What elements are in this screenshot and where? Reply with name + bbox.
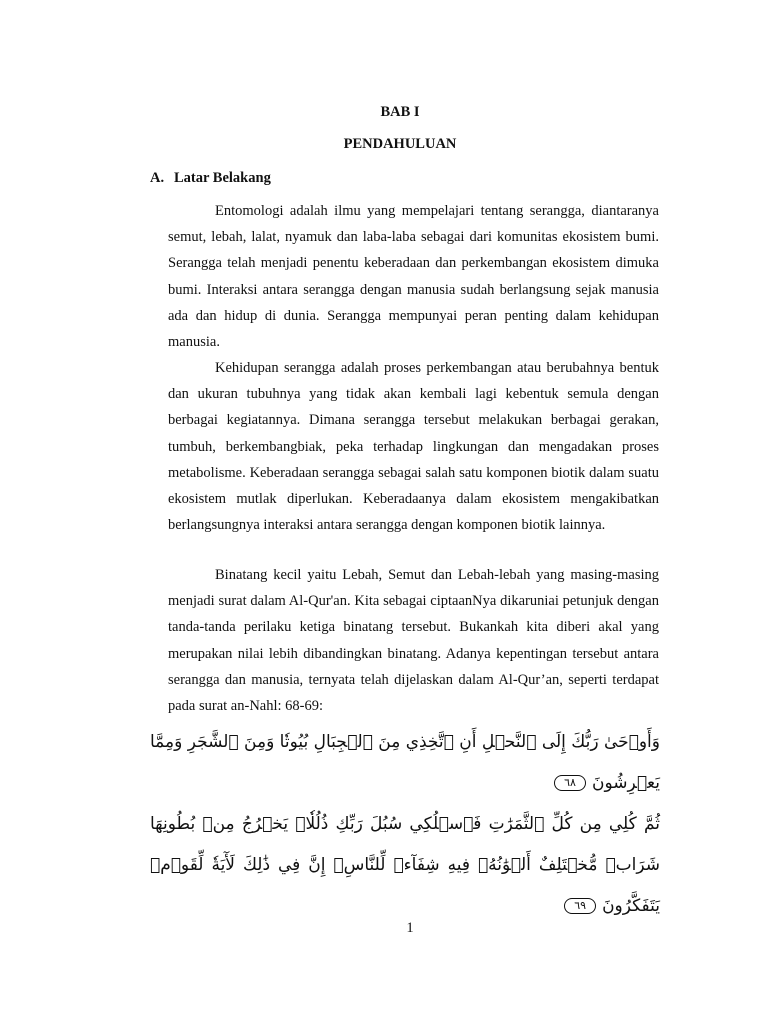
chapter-number: BAB I — [380, 104, 420, 120]
verse-text: ثُمَّ كُلِي مِن كُلِّ ٱلثَّمَرَٰتِ فَٱسۡلُكِي سُبُلَ رَبِّكِ ذُلُلٗاۚ يَخۡرُجُ مِنۢ بُطُونِهَا شَرَابٞ مُّخۡتَلِفٌ أَلۡوَٰنُهُۥ فِيهِ شِفَآءٞ لِّلنَّاسِۚ إِنَّ فِي ذَٰلِكَ لَأٓيَةٗ لِّقَوۡمٖ يَتَفَكَّرُونَ — [150, 814, 660, 916]
paragraph-1: Entomologi adalah ilmu yang mempelajari tentang serangga, diantaranya semut, lebah, lalat, nyamuk dan laba-laba sebagai dari komunitas ekosistem bumi. Serangga telah menjadi penentu keberadaan dan perkembangan ekosistem dimuka bumi. Interaksi antara serangga dengan manusia sudah berlangsung sejak manusia ada dan hidup di dunia. Serangga mempunyai peran penting dalam kehidupan manusia. — [168, 203, 659, 351]
quran-verse-68 — [150, 722, 660, 804]
chapter-title: PENDAHULUAN — [343, 136, 457, 152]
section-title: Latar Belakang — [174, 170, 271, 186]
ayah-number-marker: ٦٨ — [554, 775, 586, 791]
paragraph-3: Binatang kecil yaitu Lebah, Semut dan Lebah-lebah yang masing-masing menjadi surat dalam Al-Qur'an. Kita sebagai ciptaanNya dikaruniai petunjuk dengan tanda-tanda perilaku ketiga binatang tersebut. Bukankah kita diberi akal yang merupakan nilai lebih dibandingkan binatang. Adanya kepentingan tersebut antara serangga dan manusia, ternyata telah dijelaskan dalam Al-Qur’an, seperti terdapat pada surat an-Nahl: 68-69: — [168, 567, 659, 715]
section-heading — [150, 170, 271, 187]
quran-verse-69 — [150, 804, 660, 927]
paragraph-2: Kehidupan serangga adalah proses perkembangan atau berubahnya bentuk dan ukuran tubuhnya yang tidak akan kembali lagi kebentuk semula dengan berbagai kegiatannya. Dimana serangga tersebut melakukan berbagai gerakan, tumbuh, berkembangbiak, peka terhadap lingkungan dan mengadakan proses metabolisme. Keberadaan serangga sebagai salah satu komponen biotik dalam suatu ekosistem mutlak diperlukan. Keberadaanya dalam ekosistem mengakibatkan berlangsungnya interaksi antara serangga dengan komponen biotik lainnya. — [168, 360, 659, 534]
ayah-number-marker: ٦٩ — [564, 898, 596, 914]
section-letter: A. — [150, 170, 165, 186]
verse-text: وَأَوۡحَىٰ رَبُّكَ إِلَى ٱلنَّحۡلِ أَنِ ٱتَّخِذِي مِنَ ٱلۡجِبَالِ بُيُوتٗا وَمِنَ ٱلشَّجَرِ وَمِمَّا يَعۡرِشُونَ — [149, 732, 660, 793]
page-number: 1 — [406, 920, 414, 936]
